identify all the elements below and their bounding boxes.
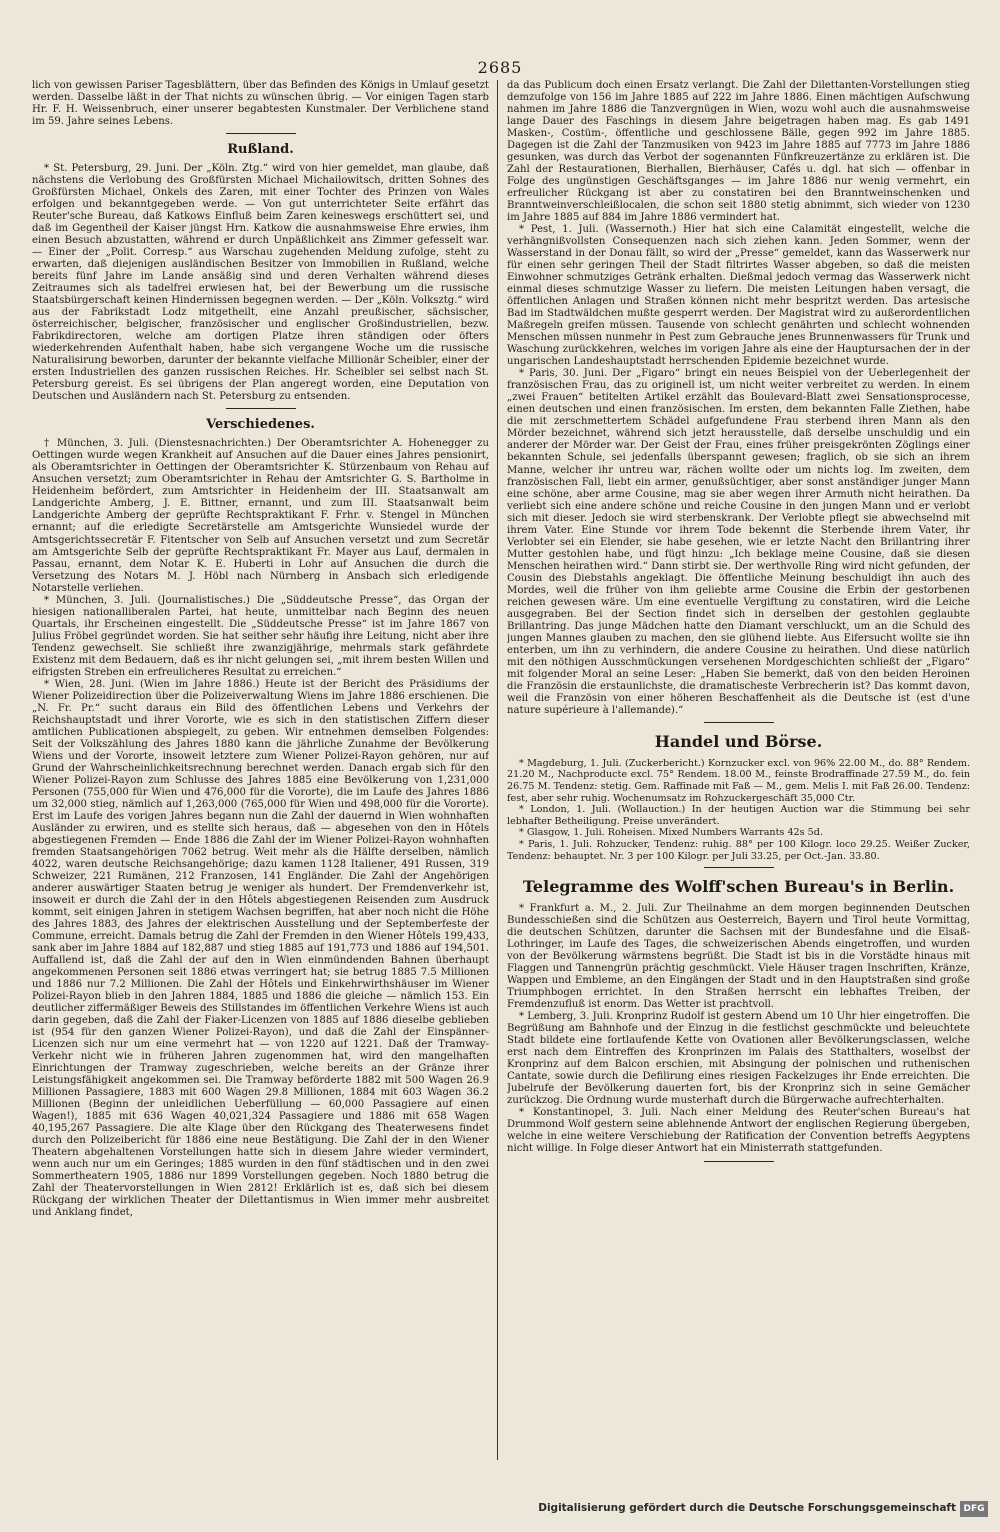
market-magdeburg: * Magdeburg, 1. Juli. (Zuckerbericht.) Kornzucker excl. von 96% 22.00 M., do. 88° Rendem. 21.20 M., Nachproducte excl. 75° Rendem. 18.00 M., feinste Brodraffinade 27.59 M., do. fein 26.75 M. Tendenz: stetig. Gem. Raffinade mit Faß — M., gem. Melis I. mit Faß 26.00. Tendenz: fest, aber sehr ruhig. Wochenumsatz im Rohzuckergeschäft 35,000 Ctr. [507,757,970,804]
divider [226,408,296,409]
section-heading-verschiedenes: Verschiedenes. [206,417,315,433]
market-paris: * Paris, 1. Juli. Rohzucker, Tendenz: ruhig. 88° per 100 Kilogr. loco 29.25. Weißer Zucker, Tendenz: behauptet. Nr. 3 per 100 Kilogr. per Juli 33.25, per Oct.-Jan. 33.80. [507,838,970,862]
section-heading-russland: Rußland. [227,142,294,158]
divider [704,722,774,723]
digitization-credit: Digitalisierung gefördert durch die Deutsche Forschungsgemeinschaft [538,1502,956,1514]
divider [704,1161,774,1162]
divider [704,867,774,868]
article-pest: * Pest, 1. Juli. (Wassernoth.) Hier hat sich eine Calamität eingestellt, welche die verhängnißvollsten Consequenzen nach sich ziehen kann. Jeden Sommer, wenn der Wasserstand in der Donau fällt, so wird der „Presse“ gemeldet, kann das Wasserwerk nur für einen sehr geringen Theil der Stadt filtrirtes Wasser abgeben, so daß die meisten Einwohner schmutziges Getränk erhalten. Dießmal jedoch vermag das Wasserwerk nicht einmal dieses schmutzige Wasser zu liefern. Die meisten Leitungen haben versagt, die öffentlichen Anlagen und Straßen können nicht mehr bespritzt werden. Das artesische Bad im Stadtwäldchen mußte gesperrt werden. Der Magistrat wird zu außerordentlichen Maßregeln greifen müssen. Tausende von schlecht genährten und schlecht wohnenden Menschen müssen nunmehr in Pest zum Gebrauche jenes Brunnenwassers für Trunk und Waschung zurückkehren, welches im vorigen Jahre als eine der Hauptursachen der in der ungarischen Landeshauptstadt herrschenden Epidemie bezeichnet wurde. [507,224,970,368]
article-muenchen-journalistisches: * München, 3. Juli. (Journalistisches.) Die „Süddeutsche Presse“, das Organ der hiesigen nationalliberalen Partei, hat heute, unmittelbar nach Beginn des neuen Quartals, ihr Erscheinen eingestellt. Die „Süddeutsche Presse“ ist im Jahre 1867 von Julius Fröbel gegründet worden. Sie hat seither sehr häufig ihre Leitung, nicht aber ihre Tendenz gewechselt. Sie schließt ihre zwanzigjährige, mehrmals stark gefährdete Existenz mit dem Bedauern, daß es ihr nicht gelungen sei, „mit ihrem besten Willen und eifrigsten Streben ein erfreulicheres Resultat zu erreichen.“ [32,594,489,678]
article-wien-continuation: da das Publicum doch einen Ersatz verlangt. Die Zahl der Dilettanten-Vorstellungen stieg demzufolge von 156 im Jahre 1885 auf 222 im Jahre 1886. Einen mächtigen Aufschwung nahmen im Jahre 1886 die Tanzvergnügen in Wien, wozu wohl auch die ausnahmsweise lange Dauer des Faschings in diesem Jahre beigetragen haben mag. Es gab 1491 Masken-, Costüm-, öffentliche und geschlossene Bälle, gegen 992 im Jahre 1885. Dagegen ist die Zahl der Tanzmusiken von 9423 im Jahre 1885 auf 7773 im Jahre 1886 gesunken, was durch das Verbot der sogenannten Fünfkreuzertänze zu erklären ist. Die Zahl der Restaurationen, Bierhallen, Bierhäuser, Cafés u. dgl. hat sich — offenbar in Folge des ungünstigen Geschäftsganges — im Jahre 1886 nur wenig vermehrt, ein erfreulicher Rückgang ist aber zu constatiren bei den Branntweinschenken und Branntweinverschleißlocalen, die schon seit 1880 stetig abnimmt, sich wieder von 1230 im Jahre 1885 auf 884 im Jahre 1886 vermindert hat. [507,80,970,224]
column-rule [497,80,498,1460]
section-heading-handel: Handel und Börse. [654,731,823,751]
article-continuation: lich von gewissen Pariser Tagesblättern, über das Befinden des Königs in Umlauf gesetzt werden. Dasselbe läßt in der That nichts zu wünschen übrig. — Vor einigen Tagen starb Hr. F. H. Weissenbruch, einer unserer begabtesten Kunstmaler. Der Verblichene stand im 59. Jahre seines Lebens. [32,80,489,128]
telegram-frankfurt: * Frankfurt a. M., 2. Juli. Zur Theilnahme an dem morgen beginnenden Deutschen Bundesschießen sind die Schützen aus Oesterreich, Bayern und Tirol heute Vormittag, die deutschen Schützen, darunter die Sachsen mit der Bundesfahne und die Elsaß-Lothringer, im Laufe des Tages, die schweizerischen Abends eingetroffen, und wurden von der Bevölkerung wärmstens begrüßt. Die Stadt ist bis in die Vorstädte hinaus mit Flaggen und Tannengrün prächtig geschmückt. Viele Häuser tragen Inschriften, Kränze, Wappen und Embleme, an den Eingängen der Stadt und in den Hauptstraßen sind große Triumphbogen errichtet. In den Straßen herrscht ein lebhaftes Treiben, der Fremdenzufluß ist enorm. Das Wetter ist prachtvoll. [507,903,970,1011]
right-column [507,80,970,1468]
article-paris: * Paris, 30. Juni. Der „Figaro“ bringt ein neues Beispiel von der Ueberlegenheit der französischen Frau, das zu originell ist, um nicht weiter verbreitet zu werden. In einem „zwei Frauen“ betitelten Artikel erzählt das Boulevard-Blatt zwei Sensationsprocesse, einen deutschen und einen französischen. Im ersten, dem bekannten Falle Ziethen, habe die mit zerschmettertem Schädel aufgefundene Frau sterbend ihren Mann als den Mörder bezeichnet, während sich jetzt herausstelle, daß derselbe unschuldig und ein anderer der Mörder war. Der Geist der Frau, eines früher preisgekrönten Zöglings einer bekannten Schule, sei jedenfalls überspannt gewesen; fraglich, ob sie sich an ihrem Manne, welcher ihr untreu war, rächen wollte oder um nichts log. Im zweiten, dem französischen Fall, liebt ein armer, genußsüchtiger, aber sonst anständiger junger Mann eine schöne, aber arme Cousine, mag sie aber wegen ihrer Armuth nicht heirathen. Da verliebt sich eine andere schöne und reiche Cousine in den jungen Mann und er verlobt sich mit dieser. Jedoch sie wird sterbenskrank. Der Verlobte pflegt sie abwechselnd mit ihrem Vater. Eine Stunde vor ihrem Tode bekennt die Sterbende ihrem Vater, ihr Verlobter sei ein Elender, sie habe gesehen, wie er letzte Nacht den Brillantring ihrer Mutter gestohlen habe, und fügt hinzu: „Ich beklage meine Cousine, daß sie diesen Menschen heirathen wird.“ Dann stirbt sie. Der werthvolle Ring wird nicht gefunden, der Cousin des Diebstahls angeklagt. Die öffentliche Meinung beschuldigt ihn auch des Mordes, weil die früher von ihm geliebte arme Cousine die Erbin der gestorbenen reichen gewesen wäre. Um eine eventuelle Vergiftung zu constatiren, wird die Leiche ausgegraben. Bei der Section findet sich in derselben der gestohlen geglaubte Brillantring. Das junge Mädchen hatte den Diamant verschluckt, um an die Schuld des jungen Mannes glauben zu machen, den sie glühend liebte. Aus Eifersucht wollte sie ihn enterben, um ihn zu verhindern, die andere Cousine zu heirathen. Und diese natürlich mit den nöthigen Ausschmückungen versehenen Mordgeschichten schließt der „Figaro“ mit folgender Moral an seine Leser: „Haben Sie bemerkt, daß von den beiden Heroinen die Französin die erstaunlichste, die dramatischeste Verbrecherin ist? Das kommt davon, weil die Französin von einer höheren Beschaffenheit als die Deutsche ist (est d'une nature supérieure à l'allemande).“ [507,368,970,716]
telegram-lemberg: * Lemberg, 3. Juli. Kronprinz Rudolf ist gestern Abend um 10 Uhr hier eingetroffen. Die Begrüßung am Bahnhofe und der Einzug in die festlichst geschmückte und beleuchtete Stadt bildete eine fortlaufende Kette von Ovationen aller Bevölkerungsclassen, welche erst nach dem Eintreffen des Kronprinzen im Palais des Statthalters, woselbst der Kronprinz auf dem Balcon erschien, mit Absingung der polnischen und ruthenischen Cantate, sowie durch die Defilirung eines riesigen Fackelzuges ihr Ende erreichten. Die Jubelrufe der Bevölkerung dauerten fort, bis der Kronprinz sich in seine Gemächer zurückzog. Die Ordnung wurde musterhaft durch die Bürgerwache aufrechterhalten. [507,1011,970,1107]
dfg-logo: DFG [960,1501,988,1517]
section-heading-telegramme: Telegramme des Wolff'schen Bureau's in Berlin. [522,877,955,897]
article-st-petersburg: * St. Petersburg, 29. Juni. Der „Köln. Ztg.“ wird von hier gemeldet, man glaube, daß nächstens die Verlobung des Großfürsten Michael Michailowitsch, dritten Sohnes des Großfürsten Michael, Onkels des Zaren, mit einer Tochter des Prinzen von Wales erfolgen und bekanntgegeben werde. — Von gut unterrichteter Seite erfährt das Reuter'sche Bureau, daß Katkows Einfluß beim Zaren keineswegs erschüttert sei, und daß im Gegentheil der Kaiser jüngst Hrn. Katkow die ausnahmsweise Ehre erwies, ihm einen Besuch abzustatten, während er durch Unpäßlichkeit ans Zimmer gefesselt war. — Einer der „Polit. Corresp.“ aus Warschau zugehenden Meldung zufolge, steht zu erwarten, daß diejenigen ausländischen Besitzer von Immobilien in Rußland, welche bereits fünf Jahre im Lande ansäßig sind und deren Verhalten während dieses Zeitraumes sich als tadelfrei erwiesen hat, bei der Bewerbung um die russische Staatsbürgerschaft keinen Hindernissen begegnen werden. — Der „Köln. Volksztg.“ wird aus der Fabrikstadt Lodz mitgetheilt, eine Anzahl preußischer, sächsischer, österreichischer, belgischer, französischer und englischer Großindustriellen, bezw. Fabrikdirectoren, welche am dortigen Platze ihren ständigen oder öfters wiederkehrenden Aufenthalt haben, habe sich vergangene Woche um die russische Naturalisirung beworben, darunter der bekannte vielfache Millionär Scheibler, einer der ersten Industriellen des ganzen russischen Reiches. Hr. Scheibler sei selbst nach St. Petersburg gereist. Es sei übrigens der Plan angeregt worden, eine Deputation von Deutschen und Ausländern nach St. Petersburg zu entsenden. [32,163,489,403]
article-muenchen-dienstesnachrichten: † München, 3. Juli. (Dienstesnachrichten.) Der Oberamtsrichter A. Hohenegger zu Oettingen wurde wegen Krankheit auf Ansuchen auf die Dauer eines Jahres pensionirt, als Oberamtsrichter in Oettingen der Oberamtsrichter K. Stürzenbaum von Rehau auf Ansuchen versetzt; zum Oberamtsrichter in Rehau der Amtsrichter G. S. Bartholme in Heidenheim befördert, zum Amtsrichter in Heidenheim der III. Staatsanwalt am Landgerichte Amberg, J. E. Bittner, ernannt, und zum III. Staatsanwalt beim Landgerichte Amberg der geprüfte Rechtspraktikant F. Frhr. v. Stengel in München ernannt; auf die erledigte Secretärstelle am Amtsgerichte Wunsiedel wurde der Amtsgerichtssecretär F. Fitentscher von Selb auf Ansuchen versetzt und zum Secretär am Amtsgerichte Selb der geprüfte Rechtspraktikant Fr. Mayer aus Lauf, dermalen in Passau, ernannt, dem Notar K. E. Huberti in Lohr auf Ansuchen die durch die Versetzung des Notars M. J. Höbl nach Nürnberg in Ansbach sich erledigende Notarstelle verliehen. [32,438,489,594]
telegram-konstantinopel: * Konstantinopel, 3. Juli. Nach einer Meldung des Reuter'schen Bureau's hat Drummond Wolf gestern seine ablehnende Antwort der englischen Regierung übergeben, welche in eine weitere Verschiebung der Ratification der Convention betreffs Aegyptens nicht willige. In Folge dieser Antwort hat ein Ministerrath stattgefunden. [507,1107,970,1155]
left-column [32,80,489,1468]
market-glasgow: * Glasgow, 1. Juli. Roheisen. Mixed Numbers Warrants 42s 5d. [519,827,823,839]
article-wien: * Wien, 28. Juni. (Wien im Jahre 1886.) Heute ist der Bericht des Präsidiums der Wiener Polizeidirection über die Polizeiverwaltung Wiens im Jahre 1886 erschienen. Die „N. Fr. Pr.“ sucht daraus ein Bild des öffentlichen Lebens und Verkehrs der Reichshauptstadt und ihrer Vororte, wie es sich in den statistischen Ziffern dieser amtlichen Publicationen abspiegelt, zu geben. Wir entnehmen demselben Folgendes: Seit der Volkszählung des Jahres 1880 kann die jährliche Zunahme der Bevölkerung Wiens und der Vororte, insoweit letztere zum Wiener Polizei-Rayon gehören, nur auf Grund der Wahrscheinlichkeitsrechnung berechnet werden. Danach ergab sich für den Wiener Polizei-Rayon zum Schlusse des Jahres 1885 eine Bevölkerung von 1,231,000 Personen (755,000 für Wien und 476,000 für die Vororte), die im Laufe des Jahres 1886 um 32,000 stieg, nämlich auf 1,263,000 (765,000 für Wien und 498,000 für die Vororte). Erst im Laufe des vorigen Jahres begann nun die Zahl der dauernd in Wien wohnhaften Ausländer zu erwiren, und es stellte sich heraus, daß — abgesehen von den in Hôtels abgestiegenen Fremden — Ende 1886 die Zahl der im Wiener Polizei-Rayon wohnhaften fremden Staatsangehörigen 7062 betrug. Weit mehr als die Hälfte derselben, nämlich 4022, waren deutsche Reichsangehörige; dazu kamen 1128 Italiener, 491 Russen, 319 Schweizer, 221 Rumänen, 212 Franzosen, 141 Engländer. Die Zahl der Angehörigen anderer auswärtiger Staaten betrug je weniger als hundert. Der Fremdenverkehr ist, insoweit er durch die Zahl der in den Hôtels abgestiegenen Reisenden zum Ausdruck kommt, seit einigen Jahren in stetigem Wachsen begriffen, hat aber noch nicht die Höhe des Jahres 1883, des Jahres der elektrischen Ausstellung und der Septemberfeste der Commune, erreicht. Damals betrug die Zahl der Fremden in den Wiener Hôtels 199,433, sank aber im Jahre 1884 auf 182,887 und stieg 1885 auf 191,773 und 1886 auf 194,501. Auffallend ist, daß die Zahl der auf den in Wien einmündenden Bahnen überhaupt angekommenen Personen seit 1886 etwas verringert hat; sie betrug 1885 7.5 Millionen und 1886 nur 7.2 Millionen. Die Zahl der Hôtels und Einkehrwirthshäuser im Wiener Polizei-Rayon blieb in den Jahren 1884, 1885 und 1886 die gleiche — nämlich 153. Ein deutlicher ziffermäßiger Beweis des Stillstandes im öffentlichen Verkehre Wiens ist auch darin gegeben, daß die Zahl der Fiaker-Licenzen von 1885 auf 1886 dieselbe geblieben ist (954 für den ganzen Wiener Polizei-Rayon), und daß die Zahl der Einspänner-Licenzen sich nur um eine vermehrt hat — von 1220 auf 1221. Daß der Tramway-Verkehr nicht wie in früheren Jahren zugenommen hat, wird den mangelhaften Einrichtungen der Tramway zugeschrieben, welche bereits an der Gränze ihrer Leistungsfähigkeit angekommen sei. Die Tramway beförderte 1882 mit 500 Wagen 26.9 Millionen Passagiere, 1883 mit 600 Wagen 29.8 Millionen, 1884 mit 603 Wagen 36.2 Millionen (Beginn der unleidlichen Ueberfüllung — 60,000 Passagiere auf einen Wagen!), 1885 mit 636 Wagen 40,021,324 Passagiere und 1886 mit 658 Wagen 40,195,267 Passagiere. Die alte Klage über den Rückgang des Theaterwesens findet durch den Polizeibericht für 1886 eine neue Bestätigung. Die Zahl der in den Wiener Theatern abgehaltenen Vorstellungen hatte sich in diesem Jahre wieder vermindert, wenn auch nur um ein Geringes; 1885 wurden in den fünf städtischen und in den zwei Sommertheatern 1905, 1886 nur 1899 Vorstellungen gegeben. Noch 1880 betrug die Zahl der Theatervorstellungen in Wien 2812! Erklärlich ist es, daß sich bei diesem Rückgang der wirklichen Theater der Dilettantismus in Wien immer mehr ausbreitet und Anklang findet, [32,678,489,1219]
divider [226,133,296,134]
page-number: 2685 [477,58,523,77]
market-london: * London, 1. Juli. (Wollauction.) In der heutigen Auction war die Stimmung bei sehr lebhafter Betheiligung. Preise unverändert. [507,804,970,827]
